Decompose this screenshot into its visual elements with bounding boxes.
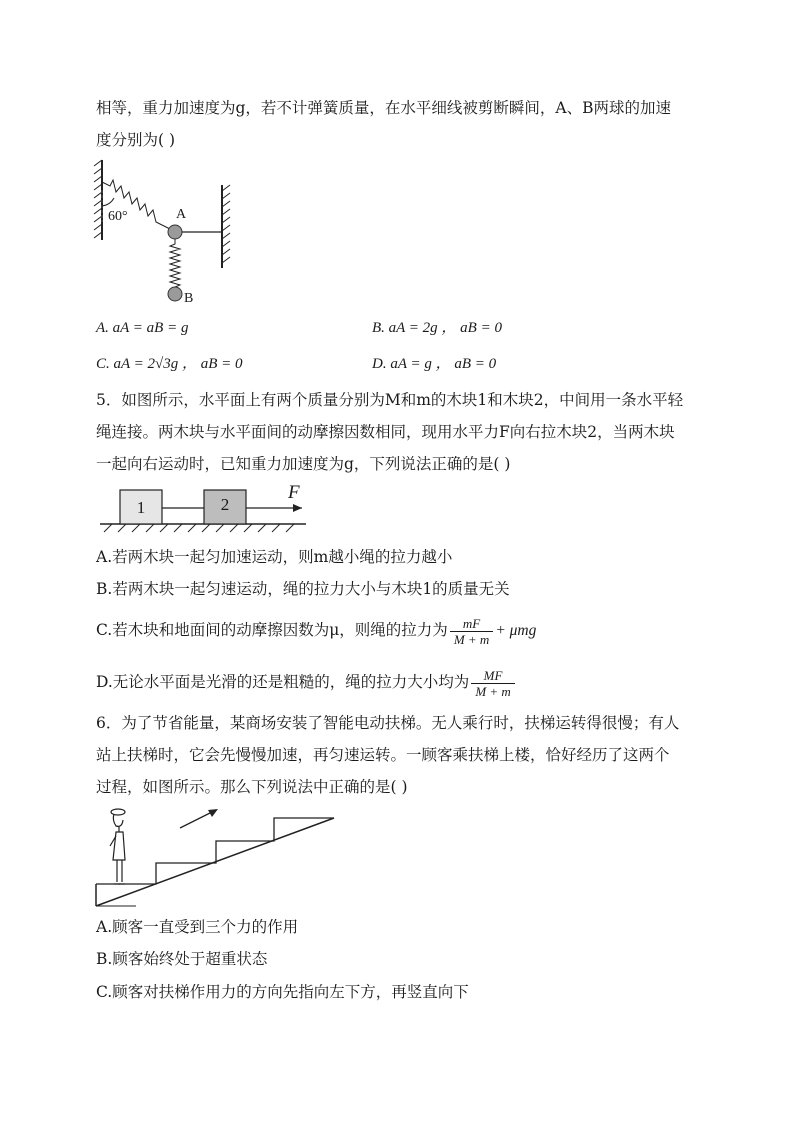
- fraction-numerator: MF: [471, 668, 515, 684]
- q6-option-a[interactable]: A.顾客一直受到三个力的作用: [96, 918, 299, 936]
- force-label: F: [288, 482, 300, 503]
- q5-option-c-tail: + μmg: [495, 622, 537, 639]
- q4-line-2: 度分别为( ): [96, 131, 176, 149]
- q5-option-d[interactable]: [96, 664, 517, 700]
- q4-option-b[interactable]: B. aA = 2g ， aB = 0: [372, 320, 502, 336]
- q4-option-a[interactable]: A. aA = aB = g: [96, 320, 189, 336]
- q5-line-3: 一起向右运动时，已知重力加速度为g，下列说法正确的是( ): [96, 455, 511, 473]
- q6-line-1: 6．为了节省能量，某商场安装了智能电动扶梯。无人乘行时，扶梯运转得很慢；有人: [96, 714, 680, 732]
- q4-line-1: 相等，重力加速度为g，若不计弹簧质量，在水平细线被剪断瞬间，A、B两球的加速: [96, 99, 672, 117]
- q6-line-3: 过程，如图所示。那么下列说法中正确的是( ): [96, 778, 408, 796]
- fraction-denominator: M + m: [475, 683, 511, 699]
- q5-blocks-figure: [96, 484, 316, 536]
- q4-option-c[interactable]: C. aA = 2√3g ， aB = 0: [96, 356, 243, 372]
- q5-option-c-text: C.若木块和地面间的动摩擦因数为μ，则绳的拉力为: [96, 621, 448, 639]
- q5-line-2: 绳连接。两木块与水平面间的动摩擦因数相同，现用水平力F向右拉木块2，当两木块: [96, 423, 675, 441]
- q5-option-d-text: D.无论水平面是光滑的还是粗糙的，绳的拉力大小均为: [96, 673, 470, 691]
- q4-spring-figure: [90, 160, 250, 310]
- q5-option-a[interactable]: A.若两木块一起匀加速运动，则m越小绳的拉力越小: [96, 548, 453, 566]
- q6-option-b[interactable]: B.顾客始终处于超重状态: [96, 950, 268, 968]
- q5-option-c[interactable]: [96, 612, 536, 649]
- q6-option-c[interactable]: C.顾客对扶梯作用力的方向先指向左下方，再竖直向下: [96, 983, 469, 1001]
- block-2-label: 2: [220, 495, 230, 514]
- q5-line-1: 5．如图所示，水平面上有两个质量分别为M和m的木块1和木块2，中间用一条水平轻: [96, 391, 684, 409]
- block-1-label: 1: [136, 498, 146, 517]
- q4-option-d[interactable]: D. aA = g ， aB = 0: [372, 356, 497, 372]
- angle-label: 60°: [108, 209, 128, 224]
- ball-a-label: A: [176, 207, 187, 222]
- ball-b-label: B: [184, 291, 194, 306]
- q5-option-b[interactable]: B.若两木块一起匀速运动，绳的拉力大小与木块1的质量无关: [96, 580, 510, 598]
- fraction-denominator: M + m: [453, 631, 490, 647]
- fraction-numerator: mF: [450, 616, 494, 632]
- q5-option-c-fraction: [450, 616, 494, 647]
- q6-line-2: 站上扶梯时，它会先慢慢加速，再匀速运转。一顾客乘扶梯上楼，恰好经历了这两个: [96, 746, 670, 764]
- q6-escalator-figure: [96, 804, 336, 910]
- q5-option-d-fraction: [471, 668, 515, 699]
